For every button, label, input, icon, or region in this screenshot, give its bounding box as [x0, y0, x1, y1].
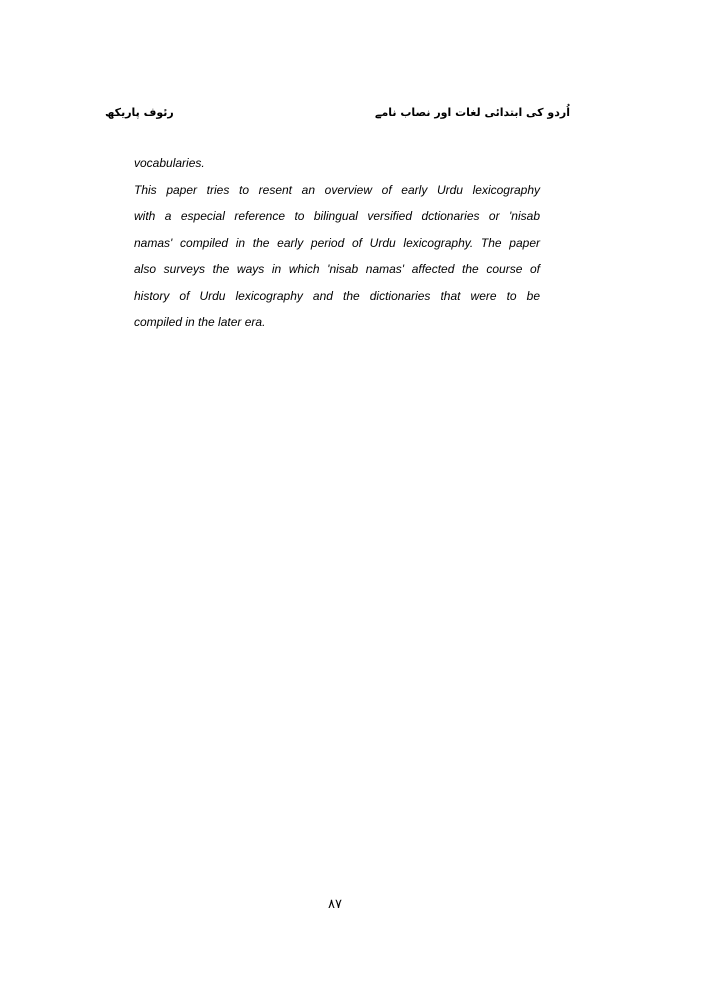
abstract-line: also surveys the ways in which 'nisab namas' affected the course of	[134, 262, 540, 276]
running-header-author: رئوف پاریکھ	[105, 106, 174, 119]
running-header-title: اُردو کی ابتدائی لغات اور نصاب نامے	[375, 106, 570, 119]
abstract-line: history of Urdu lexicography and the dictionaries that were to be	[134, 288, 540, 303]
abstract-line: with a especial reference to bilingual versified dctionaries or 'nisab	[134, 209, 540, 223]
abstract-body	[134, 150, 540, 336]
abstract-line: compiled in the later era.	[134, 315, 266, 329]
abstract-line: namas' compiled in the early period of Urdu lexicography. The paper	[134, 235, 540, 250]
page-number: ۸۷	[328, 897, 342, 912]
abstract-line: vocabularies.	[134, 156, 205, 170]
abstract-line: This paper tries to resent an overview of early Urdu lexicography	[134, 182, 540, 197]
